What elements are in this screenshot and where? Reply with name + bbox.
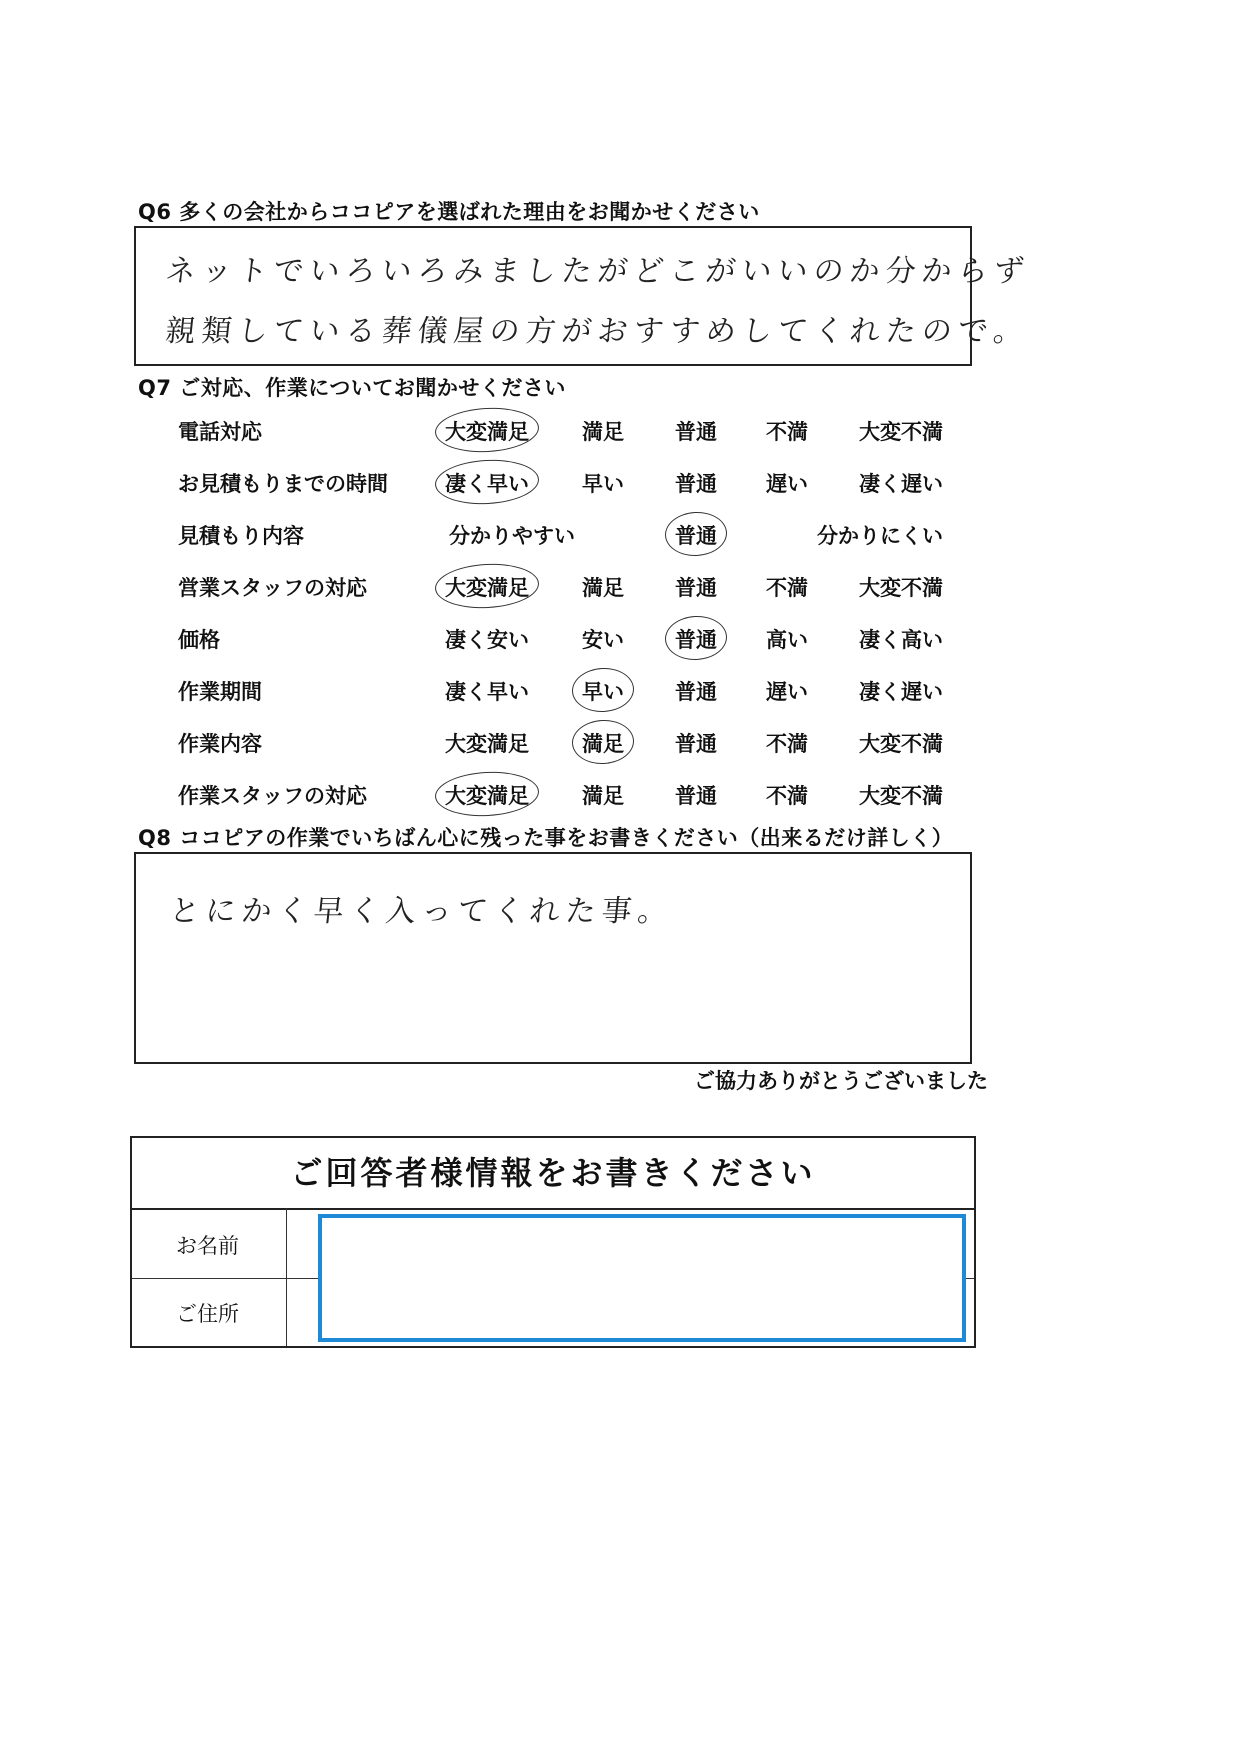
q7-option-selected[interactable]: 大変満足 (445, 416, 529, 446)
q6-heading: Q6 多くの会社からココピアを選ばれた理由をお聞かせください (138, 200, 760, 224)
q7-option[interactable]: 普通 (675, 576, 717, 600)
q7-option[interactable]: 凄く遅い (859, 472, 943, 496)
q7-option[interactable]: 大変不満 (859, 732, 943, 756)
q8-answer: とにかく早く入ってくれた事。 (167, 894, 676, 929)
redaction-box (318, 1214, 966, 1342)
q7-option[interactable]: 不満 (766, 420, 808, 444)
name-label: お名前 (176, 1234, 239, 1258)
column-divider (286, 1208, 287, 1346)
q7-option[interactable]: 不満 (766, 732, 808, 756)
q7-option[interactable]: 早い (582, 472, 624, 496)
q7-option[interactable]: 普通 (675, 472, 717, 496)
q7-option[interactable]: 普通 (675, 680, 717, 704)
q7-option[interactable]: 不満 (766, 784, 808, 808)
q7-row-label: 作業内容 (178, 732, 262, 756)
q7-row (0, 722, 1240, 762)
q6-answer-line-1: ネットでいろいろみましたがどこがいいのか分からず (163, 254, 1032, 289)
q7-option[interactable]: 凄く早い (445, 680, 529, 704)
q7-option-selected[interactable]: 大変満足 (445, 780, 529, 810)
q7-option-selected[interactable]: 凄く早い (445, 468, 529, 498)
q7-option[interactable]: 満足 (582, 576, 624, 600)
q7-option[interactable]: 大変不満 (859, 576, 943, 600)
q7-heading: Q7 ご対応、作業についてお聞かせください (138, 376, 566, 400)
q7-row-label: 価格 (178, 628, 220, 652)
q7-row (0, 670, 1240, 710)
q8-answer-box (134, 852, 972, 1064)
q7-option-selected[interactable]: 普通 (675, 520, 717, 550)
q7-row (0, 774, 1240, 814)
q7-row-label: 見積もり内容 (178, 524, 304, 548)
q7-row (0, 618, 1240, 658)
q7-option[interactable]: 普通 (675, 732, 717, 756)
q7-option[interactable]: 高い (766, 628, 808, 652)
q7-option[interactable]: 凄く遅い (859, 680, 943, 704)
q7-row-label: 営業スタッフの対応 (178, 576, 367, 600)
q7-option[interactable]: 普通 (675, 420, 717, 444)
q8-heading: Q8 ココピアの作業でいちばん心に残った事をお書きください（出来るだけ詳しく） (138, 826, 954, 850)
q7-row-label: お見積もりまでの時間 (178, 472, 388, 496)
q7-row (0, 514, 1240, 554)
q6-answer-line-2: 親類している葬儀屋の方がおすすめしてくれたので。 (163, 314, 1032, 349)
q7-row-label: 作業スタッフの対応 (178, 784, 367, 808)
q7-option[interactable]: 遅い (766, 472, 808, 496)
q7-option[interactable]: 不満 (766, 576, 808, 600)
q7-option[interactable]: 大変不満 (859, 420, 943, 444)
q7-option-selected[interactable]: 早い (582, 676, 624, 706)
q7-option-selected[interactable]: 大変満足 (445, 572, 529, 602)
respondent-info-title: ご回答者様情報をお書きください (132, 1138, 974, 1210)
q7-option[interactable]: 分かりにくい (817, 524, 943, 548)
q7-option[interactable]: 凄く安い (445, 628, 529, 652)
q7-option-selected[interactable]: 普通 (675, 624, 717, 654)
q7-option[interactable]: 満足 (582, 784, 624, 808)
q7-row (0, 410, 1240, 450)
q7-row-label: 電話対応 (178, 420, 262, 444)
q7-row (0, 566, 1240, 606)
q7-row-label: 作業期間 (178, 680, 262, 704)
thanks-message: ご協力ありがとうございました (694, 1069, 988, 1093)
q7-option[interactable]: 凄く高い (859, 628, 943, 652)
q7-option[interactable]: 大変不満 (859, 784, 943, 808)
q7-option[interactable]: 大変満足 (445, 732, 529, 756)
q7-option[interactable]: 遅い (766, 680, 808, 704)
q7-option[interactable]: 安い (582, 628, 624, 652)
q7-row (0, 462, 1240, 502)
q7-option-selected[interactable]: 満足 (582, 728, 624, 758)
address-label: ご住所 (176, 1302, 239, 1326)
q7-option[interactable]: 普通 (675, 784, 717, 808)
q7-option[interactable]: 満足 (582, 420, 624, 444)
q7-option[interactable]: 分かりやすい (449, 524, 575, 548)
